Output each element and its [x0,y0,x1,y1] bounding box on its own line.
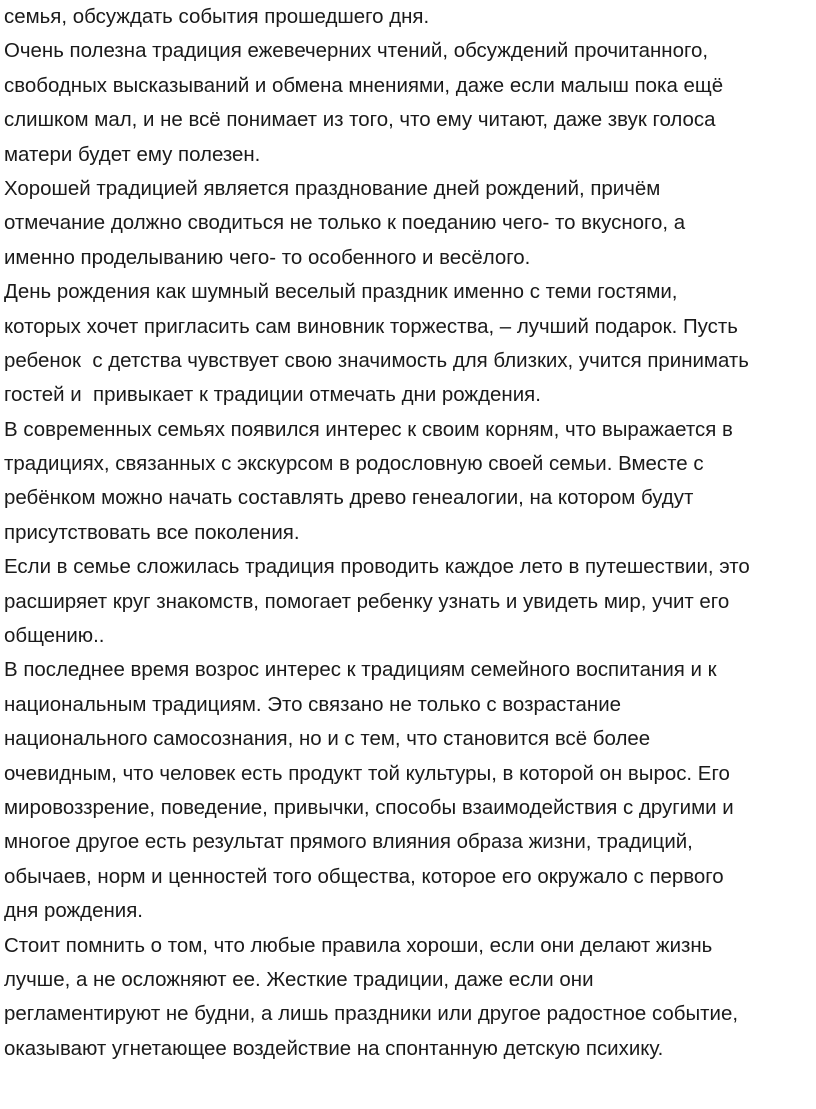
text-line: Хорошей традицией является празднование дней рождений, причём [4,176,661,200]
text-line: свободных высказываний и обмена мнениями, даже если малыш пока ещё [4,73,724,97]
text-line: Если в семье сложилась традиция проводить каждое лето в путешествии, это [4,555,750,579]
text-line: День рождения как шумный веселый праздник именно с теми гостями, [4,280,678,304]
text-line: национального самосознания, но и с тем, что становится всё более [4,727,651,751]
text-line: Стоит помнить о том, что любые правила хороши, если они делают жизнь [4,933,713,957]
document-body [4,0,816,1066]
text-line: традициях, связанных с экскурсом в родословную своей семьи. Вместе с [4,452,704,476]
text-line: регламентируют не будни, а лишь праздники или другое радостное событие, [4,1002,739,1026]
text-line: В последнее время возрос интерес к традициям семейного воспитания и к [4,658,717,682]
text-line: многое другое есть результат прямого влияния образа жизни, традиций, [4,830,693,854]
text-line: семья, обсуждать события прошедшего дня. [4,5,430,28]
text-line: присутствовать все поколения. [4,520,300,544]
text-line: ребёнком можно начать составлять древо генеалогии, на котором будут [4,486,694,510]
text-line: В современных семьях появился интерес к своим корням, что выражается в [4,417,733,441]
text-line: ребенок с детства чувствует свою значимость для близких, учится принимать [4,348,749,372]
text-line: мировоззрение, поведение, привычки, способы взаимодействия с другими и [4,795,734,819]
text-line: гостей и привыкает к традиции отмечать дни рождения. [4,383,541,407]
text-line: отмечание должно сводиться не только к поеданию чего- то вкусного, а [4,211,686,235]
text-line: обычаев, норм и ценностей того общества, которое его окружало с первого [4,864,724,888]
text-line: Очень полезна традиция ежевечерних чтений, обсуждений прочитанного, [4,39,709,63]
text-line: именно проделыванию чего- то особенного и весёлого. [4,245,531,269]
text-line: оказывают угнетающее воздействие на спонтанную детскую психику. [4,1036,664,1060]
text-line: которых хочет пригласить сам виновник торжества, – лучший подарок. Пусть [4,314,738,338]
text-line: матери будет ему полезен. [4,142,261,166]
text-line: слишком мал, и не всё понимает из того, что ему читают, даже звук голоса [4,108,716,132]
text-line: национальным традициям. Это связано не только с возрастание [4,692,622,716]
text-line: расширяет круг знакомств, помогает ребенку узнать и увидеть мир, учит его [4,589,730,613]
text-line: лучше, а не осложняют ее. Жесткие традиции, даже если они [4,967,594,991]
text-line: общению.. [4,624,105,648]
text-line: дня рождения. [4,899,143,923]
text-line: очевидным, что человек есть продукт той культуры, в которой он вырос. Его [4,761,730,785]
